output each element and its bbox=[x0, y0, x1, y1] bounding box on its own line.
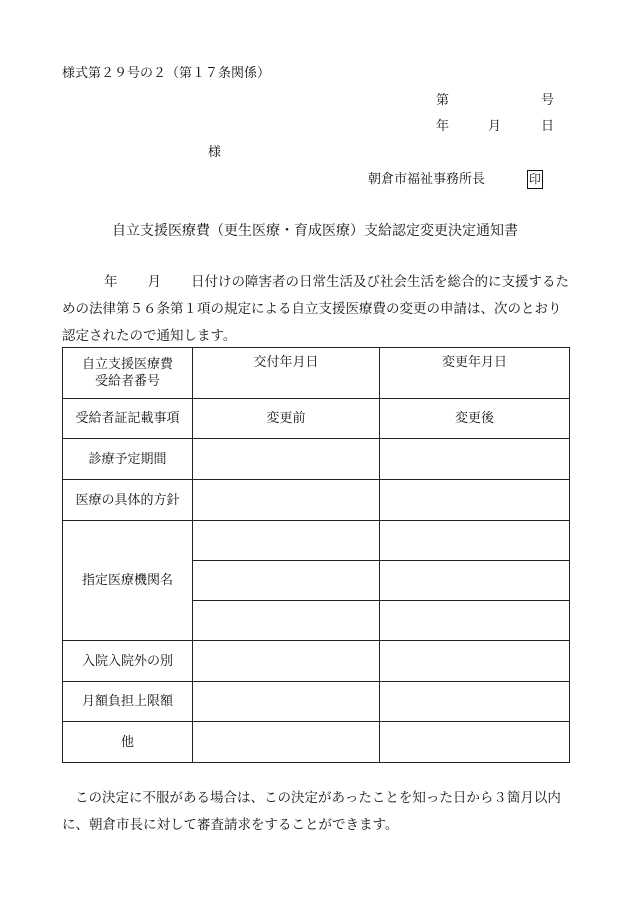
cell-blank bbox=[193, 521, 380, 561]
form-number: 様式第２９号の２（第１７条関係） bbox=[62, 66, 271, 81]
cell-blank bbox=[193, 601, 380, 641]
document-title: 自立支援医療費（更生医療・育成医療）支給認定変更決定通知書 bbox=[112, 223, 518, 239]
sender-name: 朝倉市福祉事務所長 bbox=[368, 172, 486, 187]
inpatient-type-label: 入院入院外の別 bbox=[63, 641, 193, 682]
other-label: 他 bbox=[63, 722, 193, 763]
recipient-number-label: 自立支援医療費 受給者番号 bbox=[63, 348, 193, 399]
document-number-label: 第 bbox=[436, 93, 450, 108]
intro-month: 月 bbox=[147, 274, 161, 290]
issue-date-header: 交付年月日 bbox=[193, 348, 380, 399]
cell-blank bbox=[380, 682, 570, 722]
date-month-label: 月 bbox=[488, 119, 502, 134]
appeal-notice bbox=[62, 785, 570, 839]
after-change-header: 変更後 bbox=[380, 399, 570, 439]
cell-blank bbox=[193, 561, 380, 601]
medical-institution-label: 指定医療機関名 bbox=[63, 521, 193, 641]
cell-blank bbox=[193, 480, 380, 521]
treatment-policy-label: 医療の具体的方針 bbox=[63, 480, 193, 521]
cell-blank bbox=[380, 439, 570, 480]
before-change-header: 変更前 bbox=[193, 399, 380, 439]
cell-blank bbox=[380, 521, 570, 561]
cell-blank bbox=[380, 601, 570, 641]
details-table bbox=[62, 347, 570, 763]
date-year-label: 年 bbox=[436, 119, 450, 134]
cell-blank bbox=[380, 641, 570, 682]
cell-blank bbox=[380, 561, 570, 601]
cell-blank bbox=[380, 722, 570, 763]
cell-blank bbox=[193, 641, 380, 682]
seal-mark: 印 bbox=[527, 170, 543, 189]
date-day-label: 日 bbox=[541, 119, 555, 134]
intro-year: 年 bbox=[104, 274, 118, 290]
intro-paragraph bbox=[62, 269, 570, 350]
treatment-period-label: 診療予定期間 bbox=[63, 439, 193, 480]
addressee-suffix: 様 bbox=[208, 145, 222, 160]
document-number-suffix: 号 bbox=[541, 93, 555, 108]
cell-blank bbox=[380, 480, 570, 521]
cell-blank bbox=[193, 722, 380, 763]
appeal-text: この決定に不服がある場合は、この決定があったことを知った日から３箇月以内に、朝倉市長に対して審査請求をすることができます。 bbox=[62, 790, 561, 833]
monthly-limit-label: 月額負担上限額 bbox=[63, 682, 193, 722]
change-date-header: 変更年月日 bbox=[380, 348, 570, 399]
cell-blank bbox=[193, 439, 380, 480]
intro-text: 日付けの障害者の日常生活及び社会生活を総合的に支援するための法律第５６条第１項の規定による自立支援医療費の変更の申請は、次のとおり認定されたので通知します。 bbox=[62, 274, 569, 344]
cell-blank bbox=[193, 682, 380, 722]
certificate-items-label: 受給者証記載事項 bbox=[63, 399, 193, 439]
